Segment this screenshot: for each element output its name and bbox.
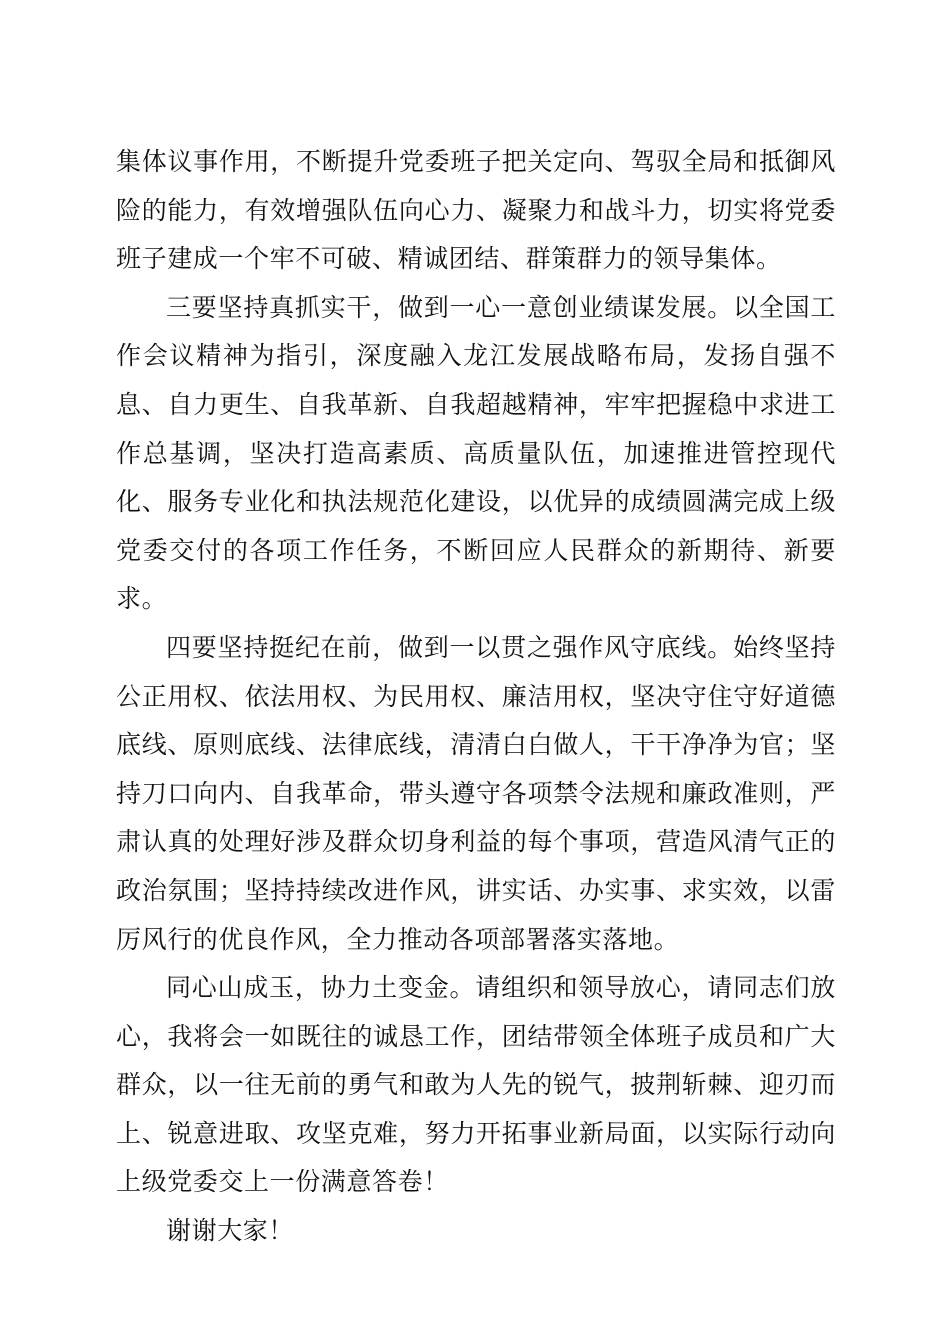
paragraph-thanks: 谢谢大家！ [166,1216,295,1246]
document-body [116,138,836,1256]
paragraph-closing-pledge: 同心山成玉，协力土变金。请组织和领导放心，请同志们放心，我将会一如既往的诚恳工作，团结带领全体班子成员和广大群众，以一往无前的勇气和敢为人先的锐气，披荆斩棘、迎刃而上、锐意进取、攻坚克难，努力开拓事业新局面，以实际行动向上级党委交上一份满意答卷！ [116,973,836,1197]
paragraph-continuation: 集体议事作用，不断提升党委班子把关定向、驾驭全局和抵御风险的能力，有效增强队伍向心力、凝聚力和战斗力，切实将党委班子建成一个牢不可破、精诚团结、群策群力的领导集体。 [116,147,836,274]
paragraph-fourth-requirement: 四要坚持挺纪在前，做到一以贯之强作风守底线。始终坚持公正用权、依法用权、为民用权、廉洁用权，坚决守住守好道德底线、原则底线、法律底线，清清白白做人，干干净净为官；坚持刀口向内、自我革命，带头遵守各项禁令法规和廉政准则，严肃认真的处理好涉及群众切身利益的每个事项，营造风清气正的政治氛围；坚持持续改进作风，讲实话、办实事、求实效，以雷厉风行的优良作风，全力推动各项部署落实落地。 [116,632,836,954]
paragraph-third-requirement: 三要坚持真抓实干，做到一心一意创业绩谋发展。以全国工作会议精神为指引，深度融入龙江发展战略布局，发扬自强不息、自力更生、自我革新、自我超越精神，牢牢把握稳中求进工作总基调，坚决打造高素质、高质量队伍，加速推进管控现代化、服务专业化和执法规范化建设，以优异的成绩圆满完成上级党委交付的各项工作任务，不断回应人民群众的新期待、新要求。 [116,292,836,614]
